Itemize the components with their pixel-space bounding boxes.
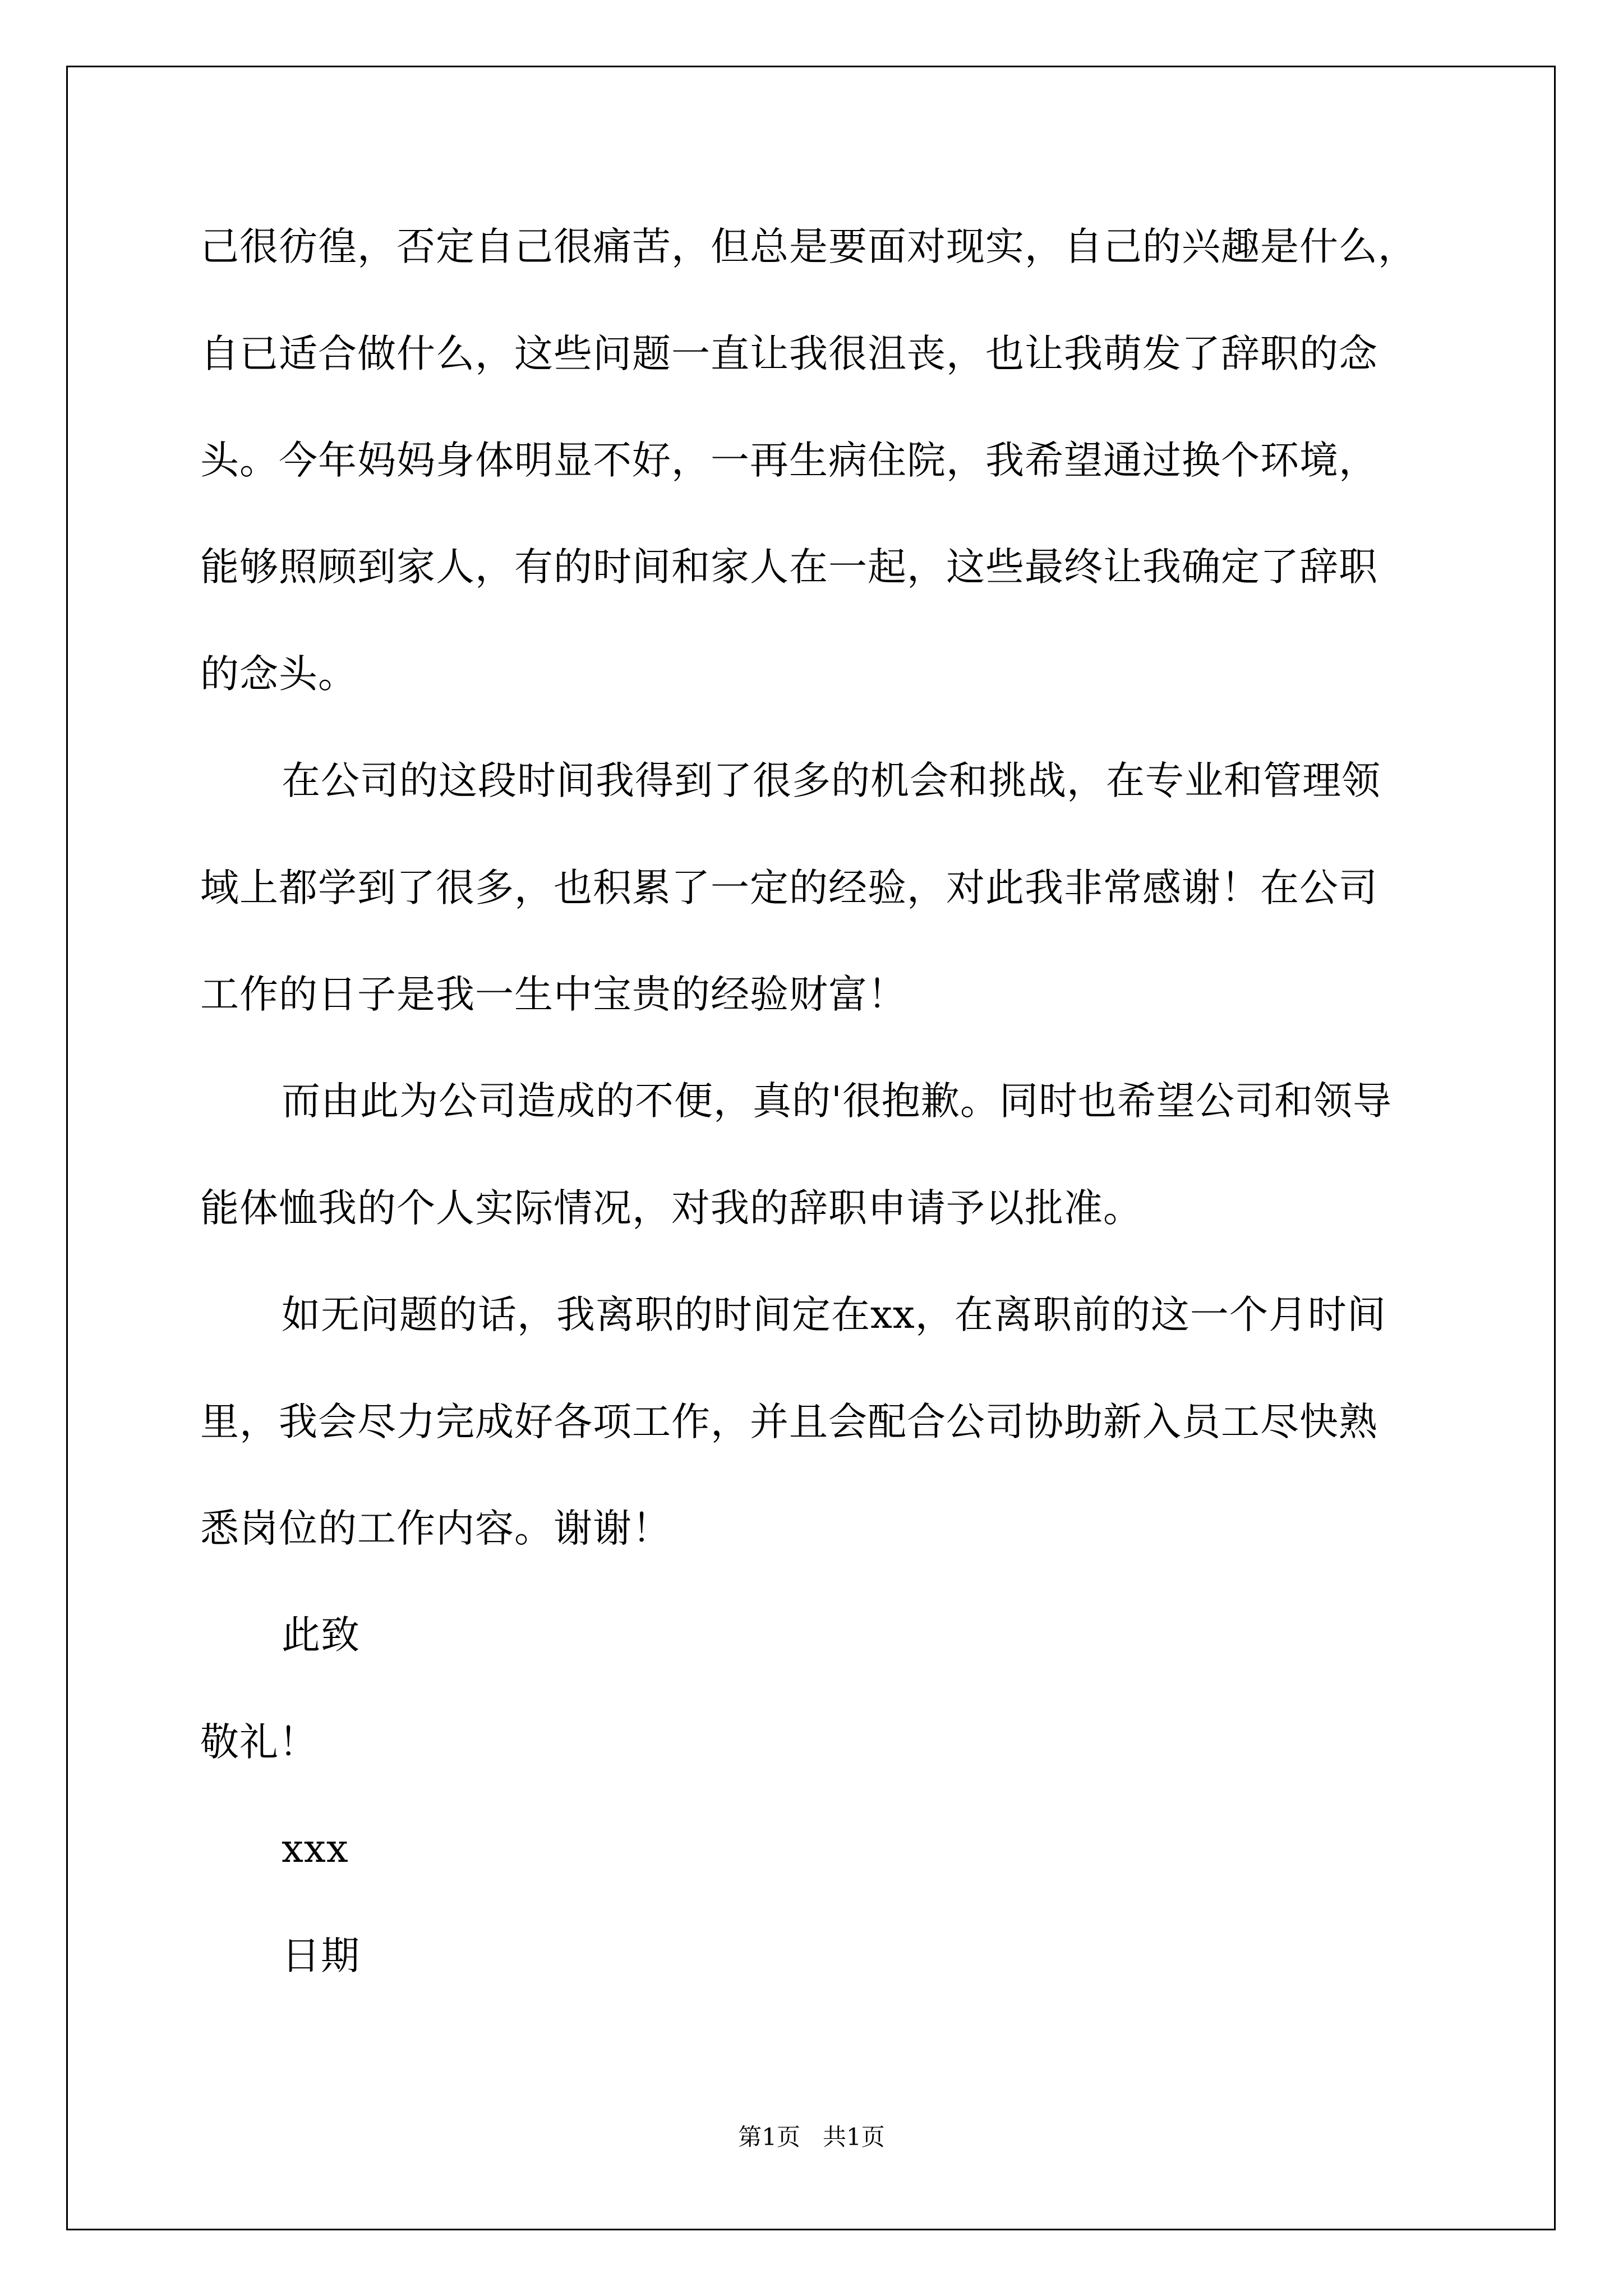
signature-date: 日期 <box>282 1934 360 1978</box>
salutation-line: 敬礼！ <box>200 1720 318 1765</box>
body-line: 能够照顾到家人，有的时间和家人在一起，这些最终让我确定了辞职 <box>200 545 1378 590</box>
body-line: 能体恤我的个人实际情况，对我的辞职申请予以批准。 <box>200 1186 1142 1231</box>
closing-line: 此致 <box>282 1613 360 1658</box>
body-line: 工作的日子是我一生中宝贵的经验财富！ <box>200 972 907 1017</box>
page-border <box>66 66 1556 2230</box>
body-line: 自已适合做什么，这些问题一直让我很沮丧，也让我萌发了辞职的念 <box>200 332 1378 376</box>
signature-name: xxx <box>282 1826 349 1871</box>
body-line: 的念头。 <box>200 652 357 697</box>
paragraph-start-line: 如无问题的话，我离职的时间定在xx，在离职前的这一个月时间 <box>282 1292 1386 1337</box>
body-line: 头。今年妈妈身体明显不好，一再生病住院，我希望通过换个环境， <box>200 438 1378 483</box>
paragraph-start-line: 在公司的这段时间我得到了很多的机会和挑战，在专业和管理领 <box>282 758 1381 803</box>
page-footer: 第1页 共1页 <box>738 2123 885 2151</box>
body-line: 里，我会尽力完成好各项工作，并且会配合公司协助新入员工尽快熟 <box>200 1400 1378 1444</box>
body-line: 悉岗位的工作内容。谢谢！ <box>200 1506 671 1551</box>
body-line: 己很彷徨，否定自己很痛苦，但总是要面对现实，自己的兴趣是什么， <box>200 224 1417 269</box>
body-line: 域上都学到了很多，也积累了一定的经验，对此我非常感谢！在公司 <box>200 866 1378 910</box>
paragraph-start-line: 而由此为公司造成的不便，真的'很抱歉。同时也希望公司和领导 <box>282 1079 1392 1124</box>
